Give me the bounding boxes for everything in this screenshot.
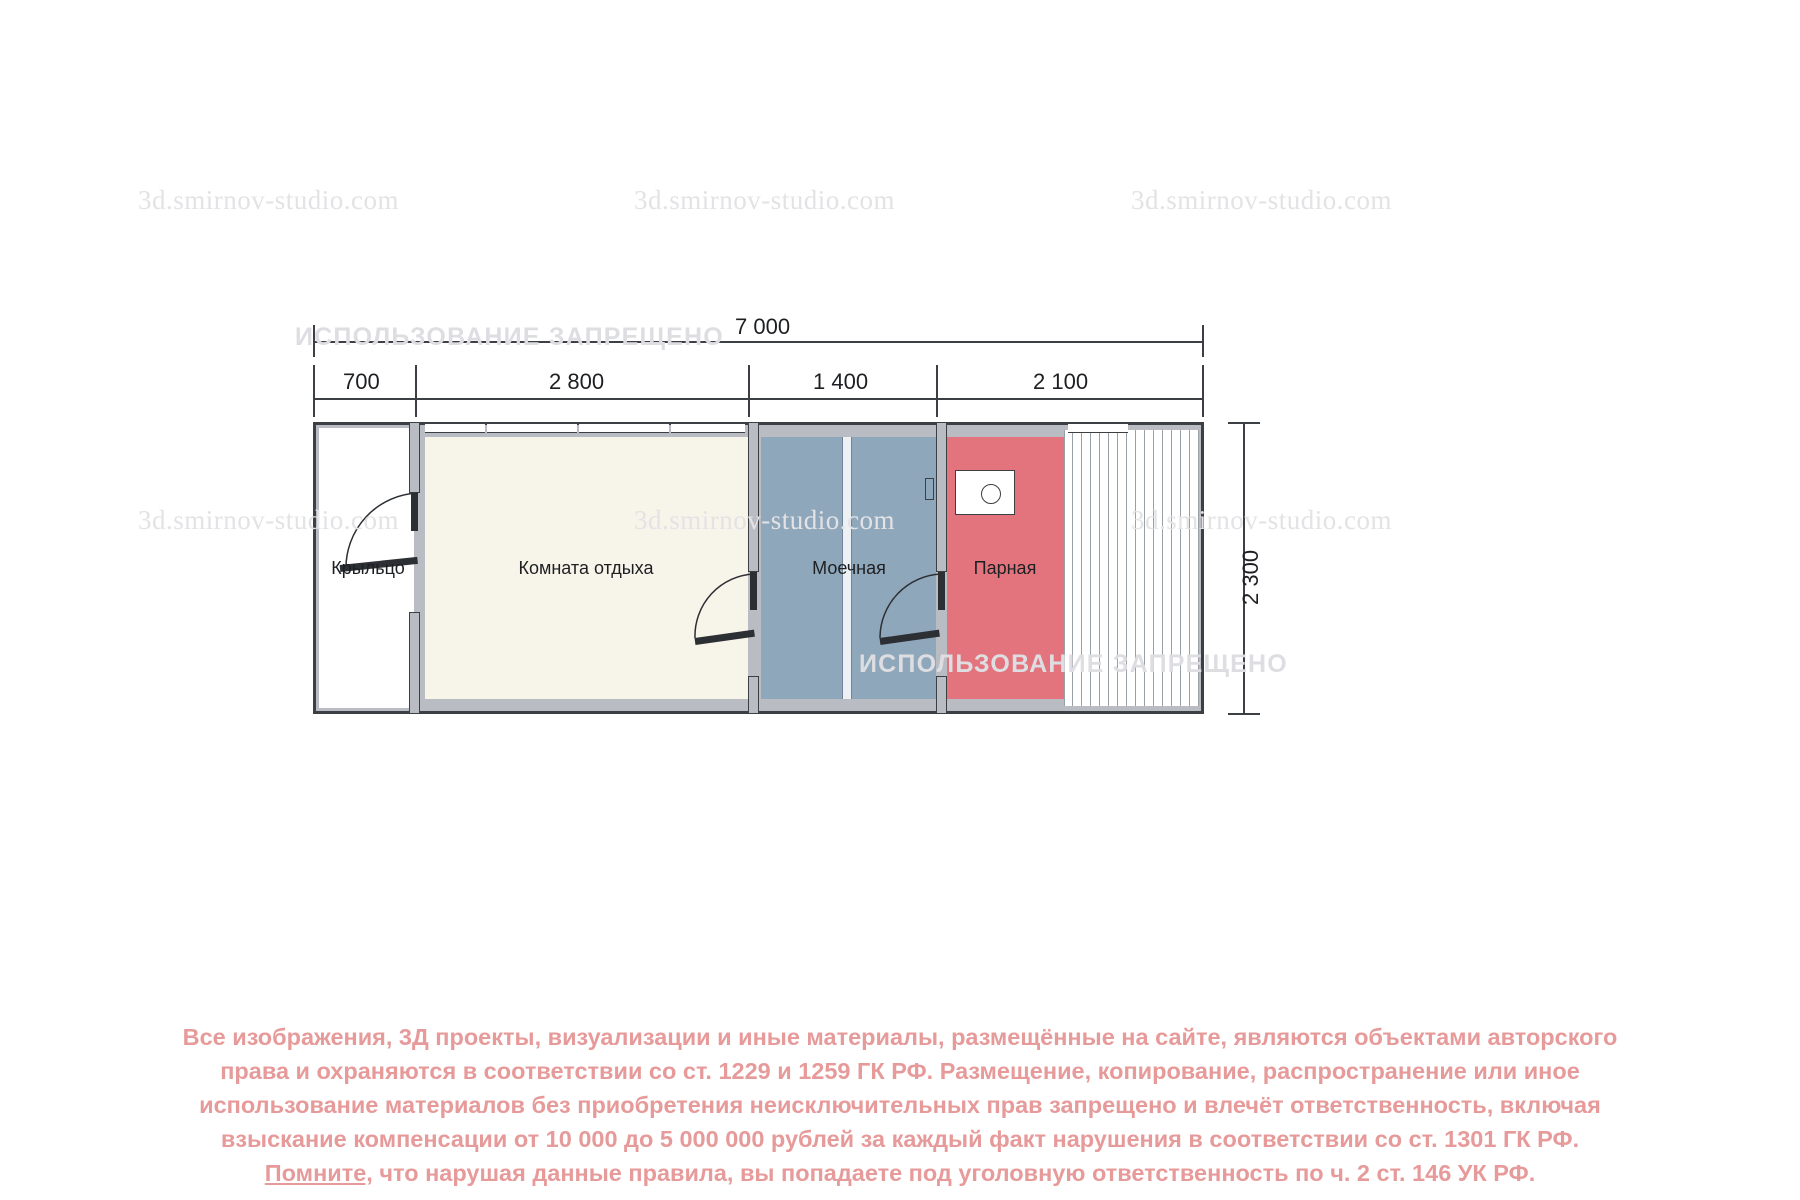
copyright-line-1: Все изображения, 3Д проекты, визуализации и иные материалы, размещённые на сайте, являются объектами авторского bbox=[182, 1024, 1618, 1050]
wall-porch-bottom bbox=[409, 612, 420, 714]
dimension-tick-overall-left bbox=[313, 325, 315, 357]
door-rest-wash-swing bbox=[690, 572, 765, 680]
wall-wash-steam-top bbox=[936, 422, 947, 572]
watermark-domain-top-right: 3d.smirnov-studio.com bbox=[1131, 185, 1392, 215]
watermark-domain-mid-right: 3d.smirnov-studio.com bbox=[1131, 505, 1392, 535]
room-label-porch: Крыльцо bbox=[331, 558, 405, 578]
dimension-segment-washroom: 1 400 bbox=[813, 369, 869, 394]
dimension-tick-seg-3 bbox=[936, 365, 938, 417]
copyright-remember-link[interactable]: Помните, bbox=[264, 1160, 373, 1187]
dimension-overall-width: 7 000 bbox=[735, 314, 791, 339]
wall-wash-steam-bottom bbox=[936, 676, 947, 714]
copyright-notice bbox=[60, 1020, 1740, 1190]
watermark-forbidden-top: ИСПОЛЬЗОВАНИЕ ЗАПРЕЩЕНО bbox=[295, 323, 724, 351]
watermark-forbidden-bottom: ИСПОЛЬЗОВАНИЕ ЗАПРЕЩЕНО bbox=[859, 650, 1288, 678]
dimension-line-overall-width bbox=[313, 341, 1203, 343]
copyright-line-3: использование материалов без приобретения неисключительных прав запрещено и влечёт ответственность, включая bbox=[199, 1092, 1601, 1119]
wall-porch-top bbox=[409, 422, 420, 493]
dimension-tick-seg-1 bbox=[415, 365, 417, 417]
dimension-overall-height: 2 300 bbox=[1238, 549, 1263, 605]
dimension-segment-steam-room: 2 100 bbox=[1033, 369, 1089, 394]
dimension-tick-height-bottom bbox=[1228, 713, 1260, 715]
copyright-line-4: взыскание компенсации от 10 000 до 5 000 000 рублей за каждый факт нарушения в соответствии со ст. 1301 ГК РФ. bbox=[220, 1126, 1580, 1153]
copyright-line-2: права и охраняются в соответствии со ст. 1229 и 1259 ГК РФ. Размещение, копирование, распространение или иное bbox=[220, 1058, 1580, 1085]
door-wash-steam-swing bbox=[875, 572, 947, 680]
dimension-line-segments bbox=[313, 398, 1203, 400]
dimension-segment-porch: 700 bbox=[343, 369, 380, 394]
copyright-line-5 bbox=[60, 1156, 1740, 1190]
dimension-tick-height-top bbox=[1228, 422, 1260, 424]
dimension-segment-rest-room: 2 800 bbox=[549, 369, 605, 394]
watermark-domain-top-center: 3d.smirnov-studio.com bbox=[634, 185, 895, 215]
watermark-domain-mid-center: 3d.smirnov-studio.com bbox=[634, 505, 895, 535]
dimension-tick-overall-right bbox=[1202, 325, 1204, 357]
dimension-tick-seg-2 bbox=[748, 365, 750, 417]
window-rest-room-3 bbox=[579, 423, 669, 433]
copyright-line-5-text: что нарушая данные правила, вы попадаете под уголовную ответственность по ч. 2 ст. 146 УК РФ. bbox=[372, 1160, 1536, 1187]
stove-burner-icon bbox=[981, 484, 1001, 504]
wall-rest-wash-top bbox=[748, 422, 759, 572]
door-porch-swing bbox=[340, 490, 430, 620]
watermark-domain-top-left: 3d.smirnov-studio.com bbox=[138, 185, 399, 215]
steam-room-bench bbox=[1064, 430, 1198, 706]
window-steam-room bbox=[1068, 423, 1128, 433]
watermark-domain-mid-left: 3d.smirnov-studio.com bbox=[138, 505, 399, 535]
washroom-fixture bbox=[925, 478, 934, 500]
room-label-steam-room: Парная bbox=[973, 558, 1037, 578]
dimension-tick-seg-0 bbox=[313, 365, 315, 417]
room-label-rest-room: Комната отдыха bbox=[518, 558, 654, 578]
window-rest-room-1 bbox=[425, 423, 485, 433]
dimension-tick-seg-4 bbox=[1202, 365, 1204, 417]
window-rest-room-2 bbox=[487, 423, 577, 433]
wall-rest-wash-bottom bbox=[748, 676, 759, 714]
window-rest-room-4 bbox=[671, 423, 745, 433]
room-label-washroom: Моечная bbox=[812, 558, 886, 578]
